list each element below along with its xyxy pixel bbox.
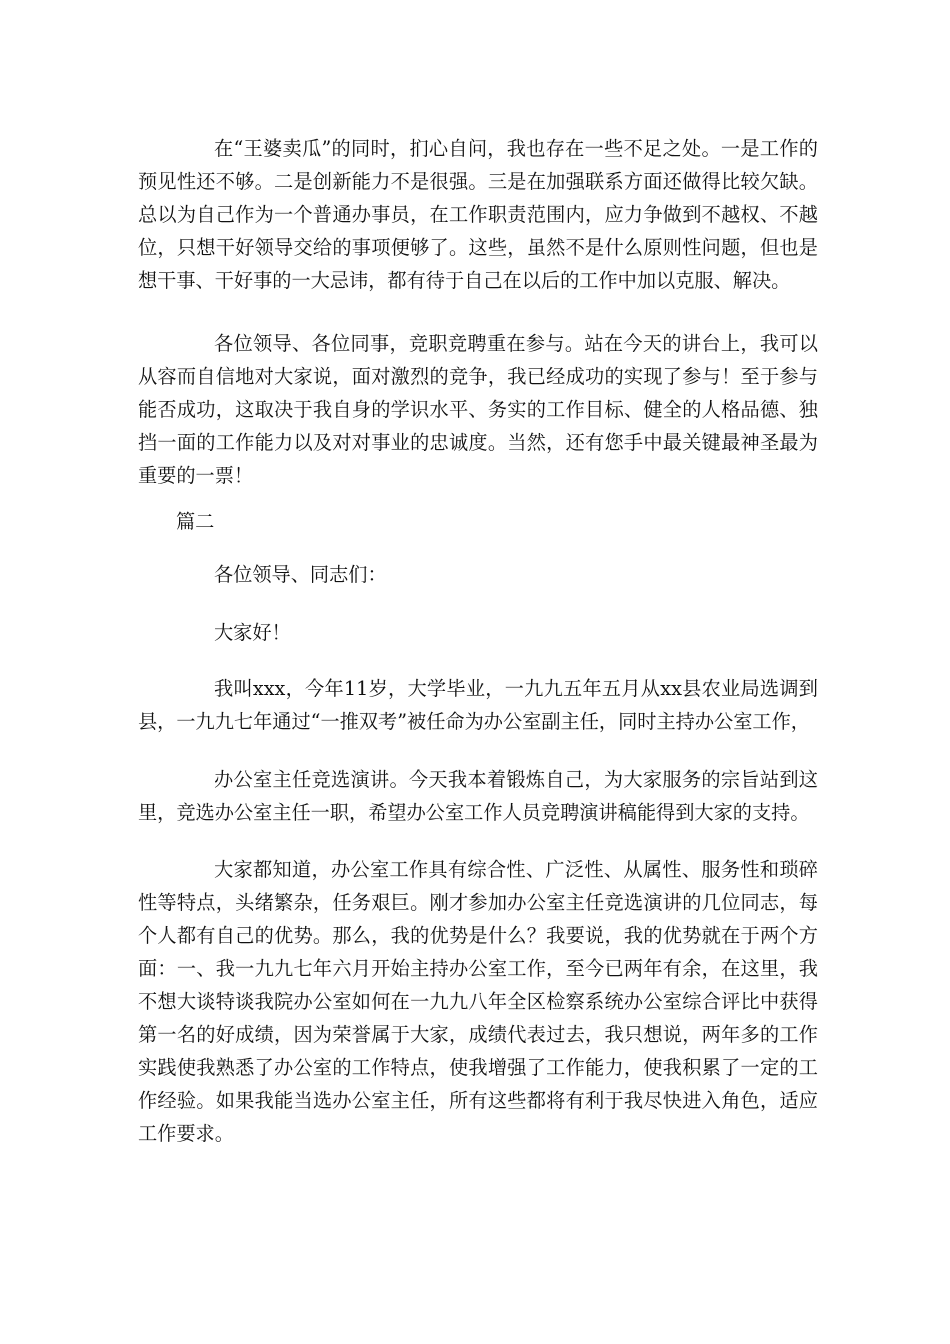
paragraph-introduction: 我叫xxx，今年11岁，大学毕业，一九九五年五月从xx县农业局选调到县，一九九七年通过“一推双考”被任命为办公室副主任，同时主持办公室工作， bbox=[138, 677, 818, 733]
salutation: 各位领导、同志们： bbox=[214, 563, 387, 586]
greeting: 大家好！ bbox=[214, 621, 291, 644]
section-heading: 篇二 bbox=[176, 510, 215, 533]
paragraph-shortcomings: 在“王婆卖瓜”的同时，扪心自问，我也存在一些不足之处。一是工作的预见性还不够。二是创新能力不是很强。三是在加强联系方面还做得比较欠缺。总以为自己作为一个普通办事员，在工作职责范围内，应力争做到不越权、不越位，只想干好领导交给的事项便够了。这些，虽然不是什么原则性问题，但也是想干事、干好事的一大忌讳，都有待于自己在以后的工作中加以克服、解决。 bbox=[138, 137, 818, 292]
paragraph-purpose: 办公室主任竞选演讲。今天我本着锻炼自己，为大家服务的宗旨站到这里，竞选办公室主任一职，希望办公室工作人员竞聘演讲稿能得到大家的支持。 bbox=[138, 768, 818, 824]
paragraph-participation: 各位领导、各位同事，竞职竞聘重在参与。站在今天的讲台上，我可以从容而自信地对大家说，面对激烈的竞争，我已经成功的实现了参与！至于参与能否成功，这取决于我自身的学识水平、务实的工作目标、健全的人格品德、独挡一面的工作能力以及对对事业的忠诚度。当然，还有您手中最关键最神圣最为重要的一票！ bbox=[138, 332, 818, 487]
paragraph-advantages: 大家都知道，办公室工作具有综合性、广泛性、从属性、服务性和琐碎性等特点，头绪繁杂，任务艰巨。刚才参加办公室主任竞选演讲的几位同志，每个人都有自己的优势。那么，我的优势是什么？我要说，我的优势就在于两个方面：一、我一九九七年六月开始主持办公室工作，至今已两年有余，在这里，我不想大谈特谈我院办公室如何在一九九八年全区检察系统办公室综合评比中获得第一名的好成绩，因为荣誉属于大家，成绩代表过去，我只想说，两年多的工作实践使我熟悉了办公室的工作特点，使我增强了工作能力，使我积累了一定的工作经验。如果我能当选办公室主任，所有这些都将有利于我尽快进入角色，适应工作要求。 bbox=[138, 858, 818, 1145]
